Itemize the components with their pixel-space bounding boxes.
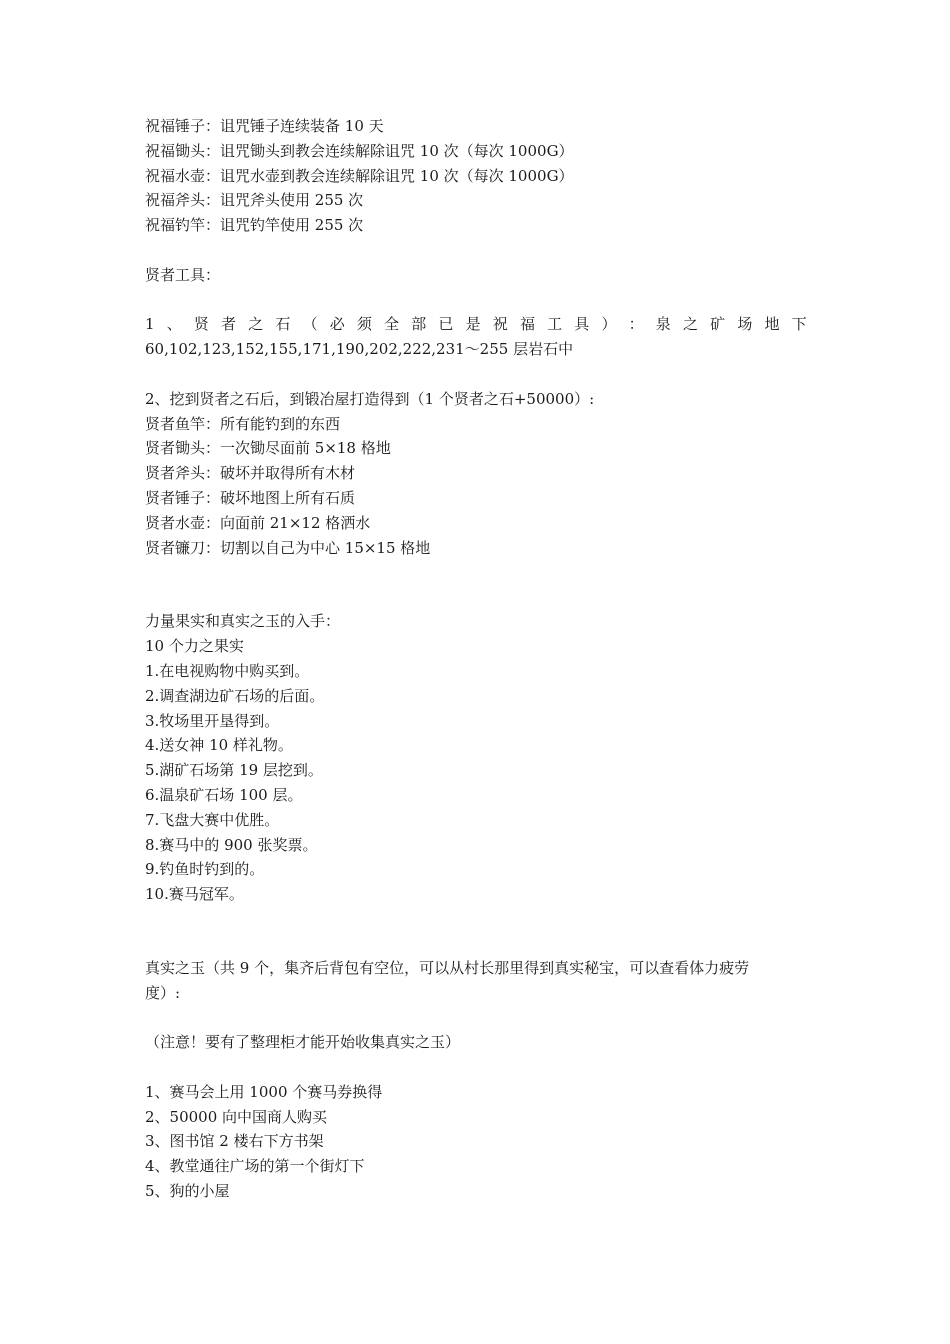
list-item: 祝福锄头：诅咒锄头到教会连续解除诅咒 10 次（每次 1000G） [145,141,574,160]
list-item: 3、图书馆 2 楼右下方书架 [145,1132,324,1151]
list-item: 贤者斧头：破坏并取得所有木材 [145,464,356,483]
sage-item1-char: 具 [574,315,590,334]
list-item: 祝福钓竿：诅咒钓竿使用 255 次 [145,216,364,235]
list-item: 贤者锤子：破坏地图上所有石质 [145,488,356,507]
sage-item1-char: （ [302,315,318,334]
sage-item1-line2: 60,102,123,152,155,171,190,202,222,231～255 层岩石中 [145,340,574,359]
sage-item1-char: 是 [465,315,481,334]
list-item: 5、狗的小屋 [145,1182,230,1201]
list-item: 贤者镰刀：切割以自己为中心 15×15 格地 [145,538,431,557]
fruit-subheading: 10 个力之果实 [145,637,244,656]
list-item: 4、教堂通往广场的第一个街灯下 [145,1157,365,1176]
list-item: 祝福水壶：诅咒水壶到教会连续解除诅咒 10 次（每次 1000G） [145,166,574,185]
list-item: 4.送女神 10 样礼物。 [145,736,293,755]
sage-item2: 2、挖到贤者之石后，到锻冶屋打造得到（1 个贤者之石+50000）: [145,389,595,408]
list-item: 2.调查湖边矿石场的后面。 [145,686,325,705]
jade-intro-line1: 真实之玉（共 9 个，集齐后背包有空位，可以从村长那里得到真实秘宝，可以查看体力疲劳 [145,958,750,977]
sage-item1-char: 全 [384,315,400,334]
sage-item1-char: 部 [411,315,427,334]
blessed-tools-list [145,114,807,238]
list-item: 7.飞盘大赛中优胜。 [145,810,280,829]
sage-tools-heading: 贤者工具： [145,265,221,284]
jade-note: （注意！要有了整理柜才能开始收集真实之玉） [145,1033,461,1052]
sage-item1-char: 必 [329,315,345,334]
sage-item1-char: 者 [221,315,237,334]
list-item: 3.牧场里开垦得到。 [145,711,280,730]
sage-item1-char: 工 [547,315,563,334]
fruit-heading: 力量果实和真实之玉的入手： [145,612,341,631]
list-item: 2、50000 向中国商人购买 [145,1107,328,1126]
list-item: 祝福锤子：诅咒锤子连续装备 10 天 [145,117,384,135]
sage-item1-char: 福 [519,315,535,334]
jade-list [145,1080,807,1204]
sage-item1-line1 [145,312,807,337]
sage-item1-char: 贤 [193,315,209,334]
sage-item1-char: 泉 [655,315,671,334]
sage-item1-char: 下 [791,315,807,334]
sage-item1-char: 须 [356,315,372,334]
sage-item1-char: 1 [145,315,155,334]
list-item: 1.在电视购物中购买到。 [145,661,310,680]
document-page [145,114,807,1204]
sage-item1-char: ） [601,315,617,334]
list-item: 5.湖矿石场第 19 层挖到。 [145,761,323,780]
list-item: 6.温泉矿石场 100 层。 [145,785,303,804]
sage-item1-char: 已 [438,315,454,334]
sage-tools-list [145,412,807,561]
list-item: 贤者鱼竿：所有能钓到的东西 [145,414,341,433]
fruit-list [145,659,807,907]
sage-item1-char: 场 [737,315,753,334]
sage-item1-char: 、 [166,315,182,334]
sage-item1-char: 矿 [710,315,726,334]
list-item: 8.赛马中的 900 张奖票。 [145,835,318,854]
list-item: 9.钓鱼时钓到的。 [145,860,265,879]
list-item: 10.赛马冠军。 [145,885,244,904]
sage-item1-char: 之 [682,315,698,334]
list-item: 贤者锄头：一次锄尽面前 5×18 格地 [145,439,391,458]
sage-item1-char: 石 [275,315,291,334]
sage-item1-char: 之 [248,315,264,334]
jade-intro-line2: 度）: [145,983,181,1002]
sage-item1-char: 祝 [492,315,508,334]
list-item: 祝福斧头：诅咒斧头使用 255 次 [145,191,364,210]
sage-item1-char: ： [628,315,644,334]
sage-item1-char: 地 [764,315,780,334]
list-item: 贤者水壶：向面前 21×12 格洒水 [145,513,371,532]
list-item: 1、赛马会上用 1000 个赛马券换得 [145,1082,383,1101]
